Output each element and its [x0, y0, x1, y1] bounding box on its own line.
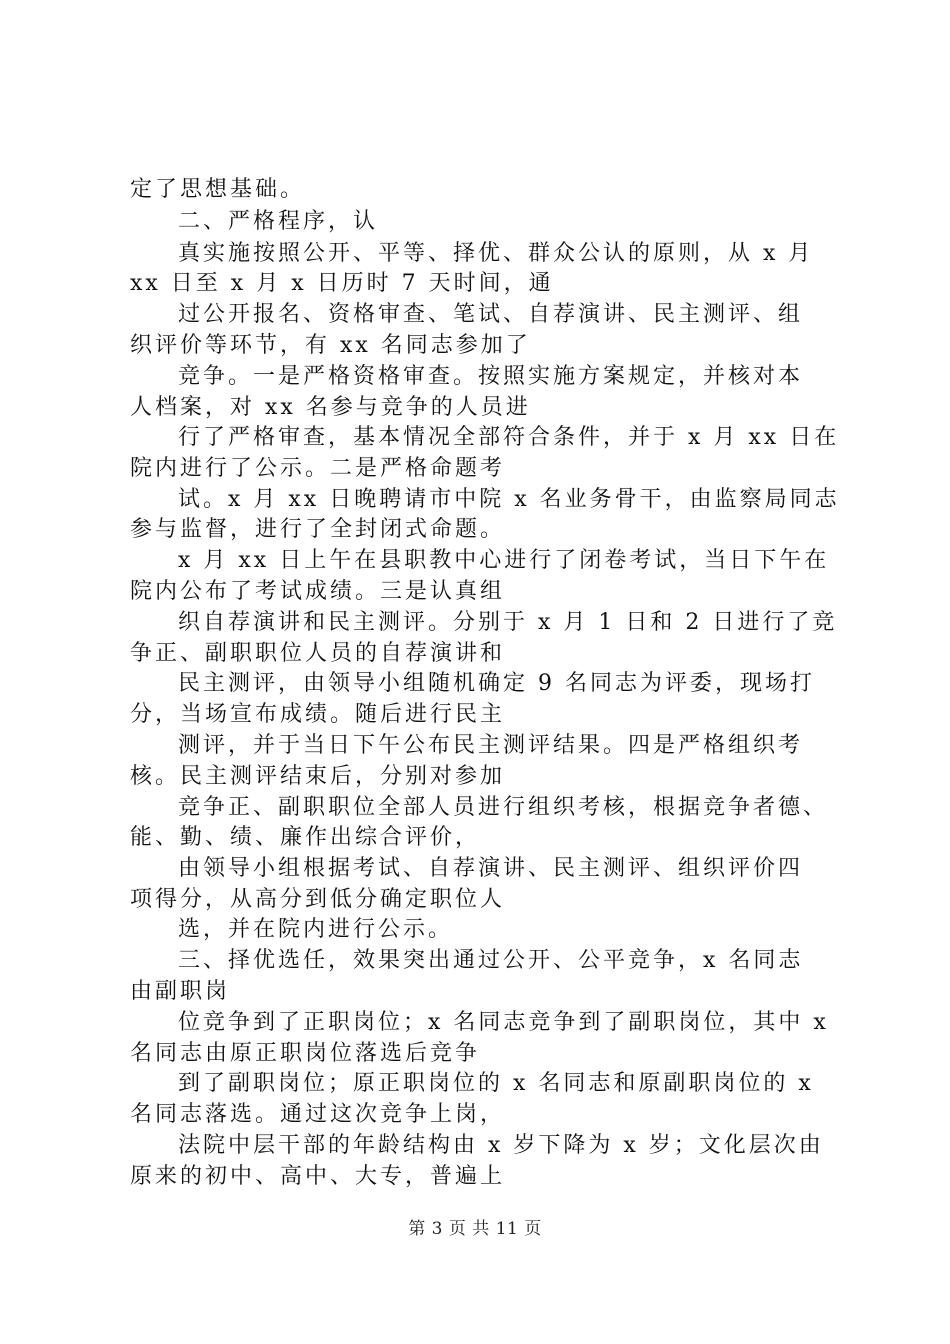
- text-line: 选，并在院内进行公示。: [178, 917, 454, 942]
- text-line: 过公开报名、资格审查、笔试、自荐演讲、民主测评、组: [178, 302, 804, 327]
- text-line: 织自荐演讲和民主测评。分别于 x 月 1 日和 2 日进行了竞: [178, 610, 838, 635]
- text-line: 到了副职岗位；原正职岗位的 x 名同志和原副职岗位的 x: [178, 1071, 814, 1096]
- text-line: xx 日至 x 月 x 日历时 7 天时间，通: [130, 271, 554, 296]
- text-line: 人档案，对 xx 名参与竞争的人员进: [130, 395, 531, 420]
- text-line: 参与监督，进行了全封闭式命题。: [130, 517, 506, 542]
- text-line: 能、勤、绩、廉作出综合评价，: [130, 825, 481, 850]
- text-line: 竞争。一是严格资格审查。按照实施方案规定，并核对本: [178, 364, 804, 389]
- text-line: 测评，并于当日下午公布民主测评结果。四是严格组织考: [178, 733, 804, 758]
- text-line: 织评价等环节，有 xx 名同志参加了: [130, 333, 531, 358]
- text-line: x 月 xx 日上午在县职教中心进行了闭卷考试，当日下午在: [178, 548, 830, 573]
- text-line: 争正、副职职位人员的自荐演讲和: [130, 641, 506, 666]
- text-line: 院内公布了考试成绩。三是认真组: [130, 579, 506, 604]
- text-line: 二、严格程序，认: [178, 209, 379, 234]
- text-line: 行了严格审查，基本情况全部符合条件，并于 x 月 xx 日在: [178, 425, 840, 450]
- text-line: 原来的初中、高中、大专，普遍上: [130, 1164, 506, 1189]
- text-line: 院内进行了公示。二是严格命题考: [130, 456, 506, 481]
- text-line: 分，当场宣布成绩。随后进行民主: [130, 702, 506, 727]
- text-line: 三、择优选任，效果突出通过公开、公平竞争，x 名同志: [178, 948, 804, 973]
- text-line: 名同志落选。通过这次竞争上岗，: [130, 1102, 506, 1127]
- text-line: 法院中层干部的年龄结构由 x 岁下降为 x 岁；文化层次由: [178, 1133, 824, 1158]
- text-line: 项得分，从高分到低分确定职位人: [130, 887, 506, 912]
- text-line: 民主测评，由领导小组随机确定 9 名同志为评委，现场打: [178, 671, 815, 696]
- text-line: 核。民主测评结束后，分别对参加: [130, 764, 506, 789]
- page-number-footer: 第 3 页 共 11 页: [408, 1219, 542, 1239]
- text-line: 定了思想基础。: [130, 177, 306, 202]
- text-line: 竞争正、副职职位全部人员进行组织考核，根据竞争者德、: [178, 795, 829, 820]
- text-line: 试。x 月 xx 日晚聘请市中院 x 名业务骨干，由监察局同志: [178, 487, 840, 512]
- text-line: 名同志由原正职岗位落选后竞争: [130, 1041, 481, 1066]
- text-line: 真实施按照公开、平等、择优、群众公认的原则，从 x 月: [178, 241, 814, 266]
- text-line: 位竞争到了正职岗位；x 名同志竞争到了副职岗位，其中 x: [178, 1010, 829, 1035]
- text-line: 由领导小组根据考试、自荐演讲、民主测评、组织评价四: [178, 856, 804, 881]
- text-line: 由副职岗: [130, 979, 231, 1004]
